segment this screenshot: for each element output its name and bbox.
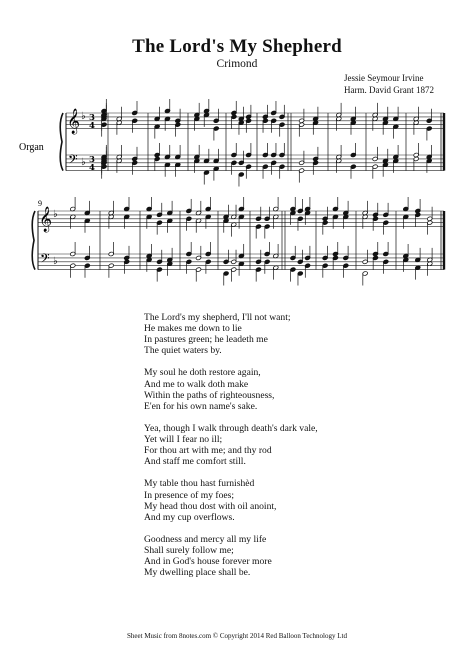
- lyric-stanza: [144, 423, 318, 467]
- system-2: [32, 197, 444, 286]
- lyric-line: My soul he doth restore again,: [144, 367, 261, 379]
- lyric-line: And my cup overflows.: [144, 511, 235, 523]
- lyric-line: The Lord's my shepherd, I'll not want;: [144, 312, 291, 323]
- lyric-stanza: [144, 478, 318, 522]
- lyric-line: And in God's house forever more: [144, 556, 272, 568]
- lyric-line: Yea, though I walk through death's dark vale,: [144, 422, 318, 434]
- system-1: [60, 99, 444, 187]
- score: [0, 0, 474, 300]
- lyric-line: The quiet waters by.: [144, 345, 222, 357]
- treble-clef-icon: 𝄞: [39, 207, 53, 232]
- lyric-line: Goodness and mercy all my life: [144, 533, 267, 545]
- lyrics: [144, 312, 318, 589]
- lyric-line: E'en for his own name's sake.: [144, 400, 258, 412]
- key-signature-flat: ♭: [53, 209, 58, 220]
- key-signature-flat: ♭: [81, 111, 86, 122]
- lyric-line: Yet will I fear no ill;: [144, 434, 223, 446]
- key-signature-flat: ♭: [81, 157, 86, 168]
- system-brace: [60, 113, 63, 171]
- treble-clef-icon: 𝄞: [67, 109, 81, 134]
- time-signature-top: 3: [89, 113, 95, 123]
- time-signature-bottom: 4: [89, 163, 95, 173]
- lyric-line: My dwelling place shall be.: [144, 567, 251, 579]
- bass-clef-icon: 𝄢: [68, 152, 78, 170]
- lyric-line: For thou art with me; and thy rod: [144, 445, 272, 457]
- harmony-credit: Harm. David Grant 1872: [344, 85, 434, 95]
- lyric-line: And staff me comfort still.: [144, 456, 246, 468]
- lyricist-credit: Jessie Seymour Irvine: [344, 73, 424, 83]
- lyric-line: In presence of my foes;: [144, 489, 235, 501]
- lyric-line: He makes me down to lie: [144, 323, 242, 335]
- copyright-footer: Sheet Music from 8notes.com © Copyright 2014 Red Balloon Technology Ltd: [127, 632, 347, 640]
- time-signature-top: 3: [89, 155, 95, 165]
- instrument-label: Organ: [19, 142, 44, 153]
- measure-number: 9: [38, 199, 42, 208]
- page-title: The Lord's My Shepherd: [132, 36, 342, 57]
- system-brace: [32, 211, 35, 270]
- key-signature-flat: ♭: [53, 256, 58, 267]
- time-signature-bottom: 4: [89, 121, 95, 131]
- lyric-line: Within the paths of righteousness,: [144, 389, 275, 401]
- lyric-stanza: [144, 312, 318, 356]
- lyric-line: In pastures green; he leadeth me: [144, 334, 268, 346]
- lyric-stanza: [144, 534, 318, 578]
- bass-clef-icon: 𝄢: [40, 251, 50, 269]
- lyric-line: My head thou dost with oil anoint,: [144, 500, 277, 512]
- lyric-stanza: [144, 367, 318, 411]
- lyric-line: And me to walk doth make: [144, 378, 249, 390]
- tune-name: Crimond: [216, 58, 258, 70]
- lyric-line: My table thou hast furnishèd: [144, 478, 255, 490]
- lyric-line: Shall surely follow me;: [144, 544, 234, 556]
